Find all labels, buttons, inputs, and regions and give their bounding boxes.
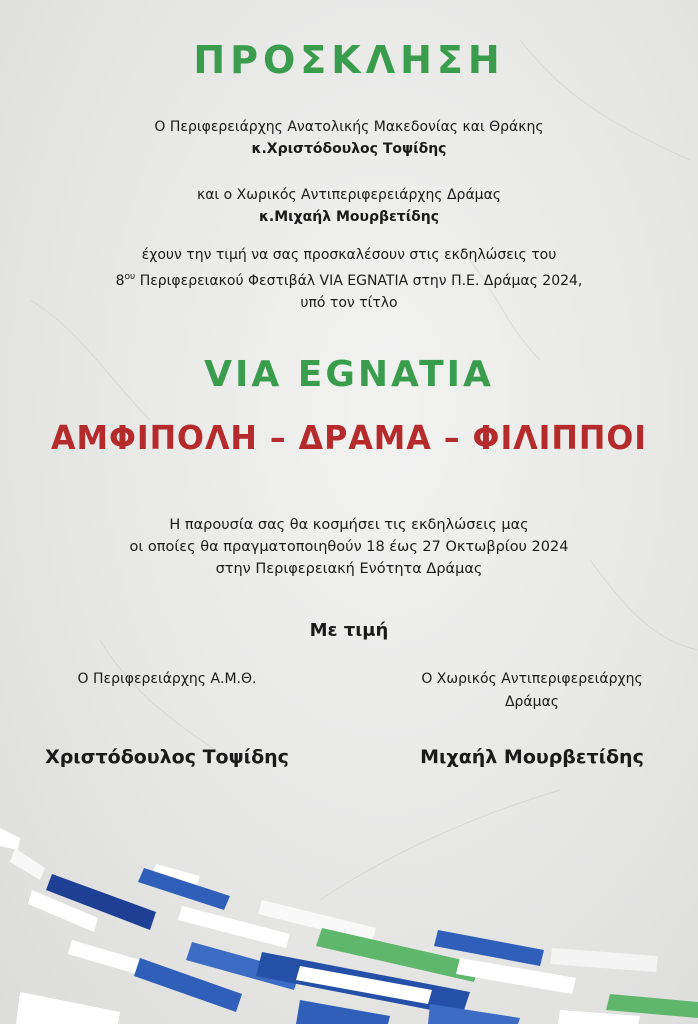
presence-line-1: Η παρουσία σας θα κοσμήσει τις εκδηλώσεις μας (169, 517, 529, 533)
festival-rest: Περιφερειακού Φεστιβάλ VIA EGNATIA στην Π.Ε. Δράμας 2024, (139, 273, 583, 289)
right-role-line-1: Ο Χωρικός Αντιπεριφερειάρχης (421, 671, 643, 687)
presence-line-3: στην Περιφερειακή Ενότητα Δράμας (215, 561, 483, 577)
host2-name: κ.Μιχαήλ Μουρβετίδης (258, 209, 440, 225)
host1-name: κ.Χριστόδουλος Τοψίδης (251, 141, 447, 157)
stripe-group-1 (0, 828, 376, 948)
event-title: VIA EGNATIA (204, 354, 494, 395)
right-signatory-name: Μιχαήλ Μουρβετίδης (420, 746, 644, 768)
decorative-stripes (0, 800, 698, 1024)
left-signatory-role: Ο Περιφερειάρχης Α.Μ.Θ. (77, 671, 257, 687)
host2-line: και ο Χωρικός Αντιπεριφερειάρχης Δράμας (196, 187, 502, 203)
presence-block (0, 514, 698, 580)
stripe-white (68, 940, 140, 974)
under-title-line: υπό τον τίτλο (300, 295, 398, 311)
host2-block (0, 184, 698, 228)
stripe-blue (296, 1000, 390, 1024)
left-signatory-name: Χριστόδουλος Τοψίδης (45, 746, 289, 768)
host1-line: Ο Περιφερειάρχης Ανατολικής Μακεδονίας και Θράκης (154, 119, 544, 135)
stripe-white (16, 992, 120, 1024)
host1-block (0, 116, 698, 160)
presence-line-2: οι οποίες θα πραγματοποιηθούν 18 έως 27 Οκτωβρίου 2024 (129, 539, 569, 555)
stripe-white (558, 1010, 640, 1024)
invitation-text (0, 244, 698, 314)
stripe-white (550, 948, 658, 972)
festival-ordinal: ου (124, 272, 136, 282)
festival-number: 8 (115, 273, 125, 289)
stripe-white (0, 828, 20, 850)
invitation-title: ΠΡΟΣΚΛΗΣΗ (193, 38, 505, 82)
stripe-blue (428, 1004, 520, 1024)
stripe-group-2 (16, 928, 698, 1024)
stripe-light-green (606, 994, 698, 1018)
stripe-white (10, 848, 45, 880)
right-role-line-2: Δράμας (504, 694, 560, 710)
closing-line: Με τιμή (309, 620, 389, 641)
honor-line: έχουν την τιμή να σας προσκαλέσουν στις εκδηλώσεις του (141, 247, 557, 263)
event-places: ΑΜΦΙΠΟΛΗ – ΔΡΑΜΑ – ΦΙΛΙΠΠΟΙ (50, 418, 648, 457)
right-signatory-role (374, 668, 690, 714)
festival-line (0, 266, 698, 292)
